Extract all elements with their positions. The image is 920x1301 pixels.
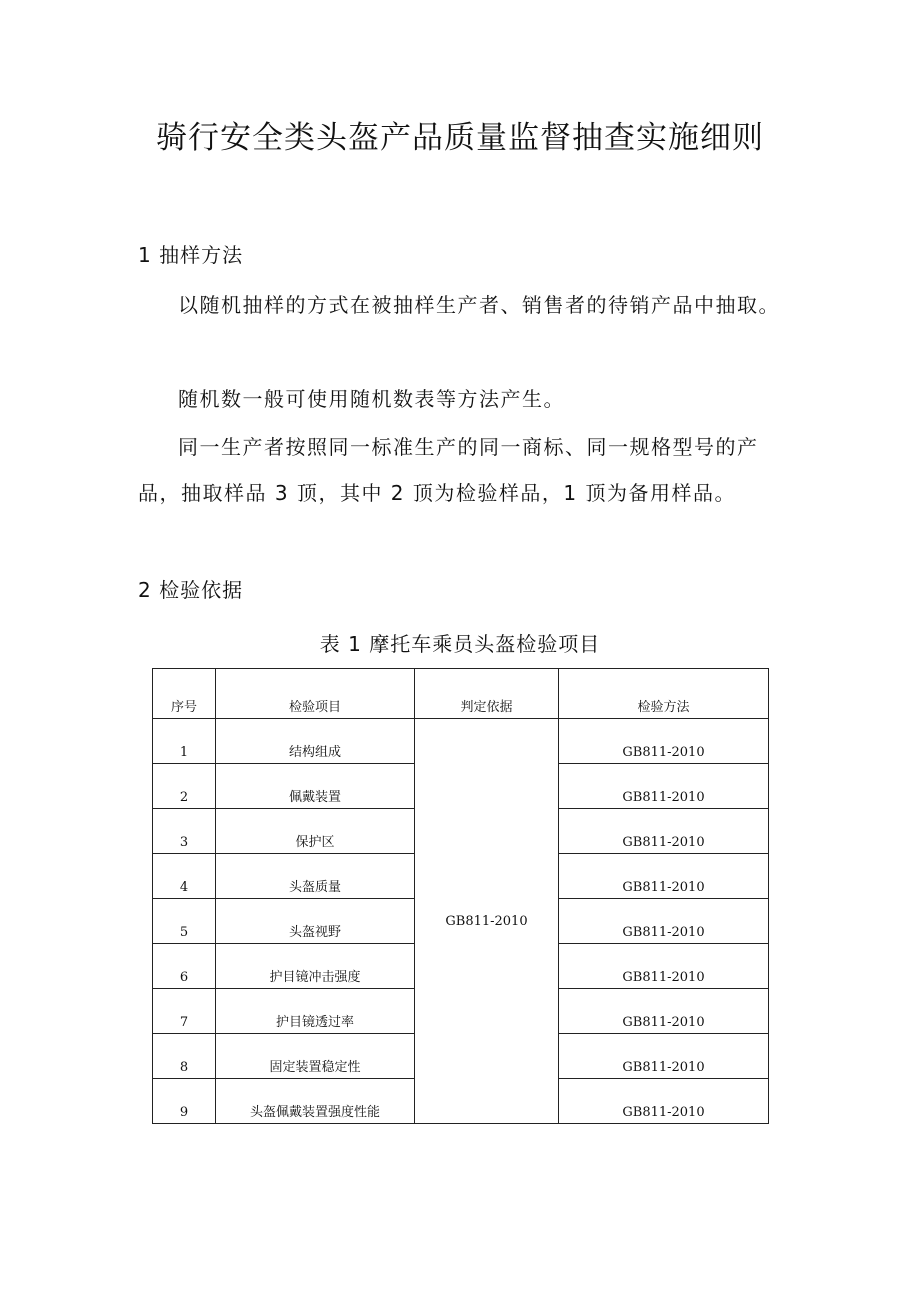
row-no: 7 [153, 989, 216, 1034]
section-1-paragraph-1: 以随机抽样的方式在被抽样生产者、销售者的待销产品中抽取。 [178, 293, 780, 317]
header-item: 检验项目 [216, 669, 415, 719]
section-1-paragraph-3: 同一生产者按照同一标准生产的同一商标、同一规格型号的产品，抽取样品 3 顶，其中 2 顶为检验样品，1 顶为备用样品。 [138, 435, 759, 505]
row-method: GB811-2010 [559, 899, 769, 944]
table-row [153, 719, 769, 764]
row-no: 3 [153, 809, 216, 854]
row-no: 5 [153, 899, 216, 944]
row-item: 佩戴装置 [216, 764, 415, 809]
row-no: 1 [153, 719, 216, 764]
header-basis: 判定依据 [415, 669, 559, 719]
row-no: 2 [153, 764, 216, 809]
row-item: 头盔视野 [216, 899, 415, 944]
row-item: 结构组成 [216, 719, 415, 764]
row-method: GB811-2010 [559, 719, 769, 764]
row-method: GB811-2010 [559, 809, 769, 854]
row-item: 固定装置稳定性 [216, 1034, 415, 1079]
row-method: GB811-2010 [559, 764, 769, 809]
row-no: 9 [153, 1079, 216, 1124]
row-method: GB811-2010 [559, 854, 769, 899]
section-1-heading: 1 抽样方法 [138, 243, 244, 267]
row-item: 头盔质量 [216, 854, 415, 899]
row-item: 护目镜透过率 [216, 989, 415, 1034]
row-no: 4 [153, 854, 216, 899]
table-caption: 表 1 摩托车乘员头盔检验项目 [319, 632, 601, 656]
row-no: 6 [153, 944, 216, 989]
header-no: 序号 [153, 669, 216, 719]
document-title: 骑行安全类头盔产品质量监督抽查实施细则 [156, 120, 764, 156]
basis-merged-cell: GB811-2010 [415, 719, 559, 1124]
table-header-row [153, 669, 769, 719]
section-1-paragraph-2: 随机数一般可使用随机数表等方法产生。 [178, 387, 565, 411]
row-method: GB811-2010 [559, 989, 769, 1034]
header-method: 检验方法 [559, 669, 769, 719]
row-no: 8 [153, 1034, 216, 1079]
row-item: 头盔佩戴装置强度性能 [216, 1079, 415, 1124]
section-2-heading: 2 检验依据 [138, 578, 244, 602]
row-method: GB811-2010 [559, 1079, 769, 1124]
row-item: 护目镜冲击强度 [216, 944, 415, 989]
inspection-items-table [152, 668, 769, 1124]
row-method: GB811-2010 [559, 944, 769, 989]
row-method: GB811-2010 [559, 1034, 769, 1079]
row-item: 保护区 [216, 809, 415, 854]
